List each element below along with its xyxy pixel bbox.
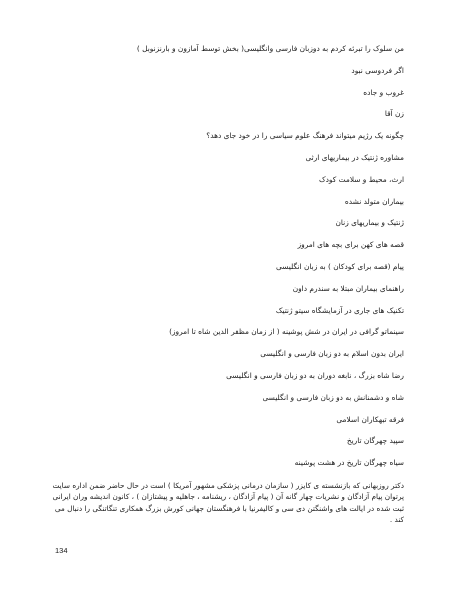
text-line: مشاوره ژنتیک در بیماریهای ارثی: [305, 152, 404, 162]
text-line: رضا شاه بزرگ ، نابغه دوران به دو زبان فارسی و انگلیسی: [226, 370, 404, 380]
text-line: تکنیک های جاری در آزمایشگاه سیتو ژنتیک: [275, 305, 404, 315]
text-line: ایران بدون اسلام به دو زبان فارسی و انگلیسی: [260, 349, 404, 359]
text-line: چگونه یک رژیم میتواند فرهنگ علوم سیاسی را در خود جای دهد؟: [206, 131, 404, 141]
text-line: سینماتو گرافی در ایران در شش پوشینه ( از زمان مظفر الدین شاه تا امروز): [169, 327, 404, 337]
text-line: ژنتیک و بیماریهای زنان: [335, 218, 404, 228]
text-line: قصه های کهن برای بچه های امروز: [297, 240, 404, 250]
text-line: سپید چهرگان تاریخ: [346, 436, 404, 446]
text-line: راهنمای بیماران مبتلا به سندرم داون: [292, 283, 404, 293]
text-line: اگر فردوسی نبود: [351, 65, 404, 75]
text-line: شاه و دشمنانش به دو زبان فارسی و انگلیسی: [262, 392, 404, 402]
text-line: ارث، محیط و سلامت کودک: [319, 174, 404, 184]
document-content: [50, 44, 404, 525]
text-line: سیاه چهرگان تاریخ در هشت پوشینه: [294, 458, 404, 468]
text-line: غروب و جاده: [363, 87, 404, 97]
closing-paragraph: دکتر روزبهانی که بازنشسته ی کایزر ( سازمان درمانی پزشکی مشهور آمریکا ) است در حال حاضر ضمن اداره سایت پرتوان پیام آزادگان و نشریات چهار گانه آن ( پیام آزادگان ، ریشنامه ، جاهلیه و پیشتازان ) ، کانون اندیشه وران ایرانی ثبت شده در ایالت های واشنگتن دی سی و کالیفرنیا با فرهنگستان جهانی کورش بزرگ همکاری تنگاتنگی را دنبال می کند .: [52, 480, 404, 524]
text-line: زن آقا: [384, 109, 404, 119]
text-line: بیماران متولد نشده: [344, 196, 404, 206]
text-line: پیام (قصه برای کودکان ) به زبان انگلیسی: [276, 261, 404, 271]
page-number: 134: [55, 546, 68, 555]
text-line: فرقه تبهکاران اسلامی: [336, 414, 404, 424]
text-line: من سلوک را تبرئه کردم به دوزبان فارسی وانگلیسی( بخش توسط آمازون و بارنزنوبل ): [136, 44, 404, 53]
